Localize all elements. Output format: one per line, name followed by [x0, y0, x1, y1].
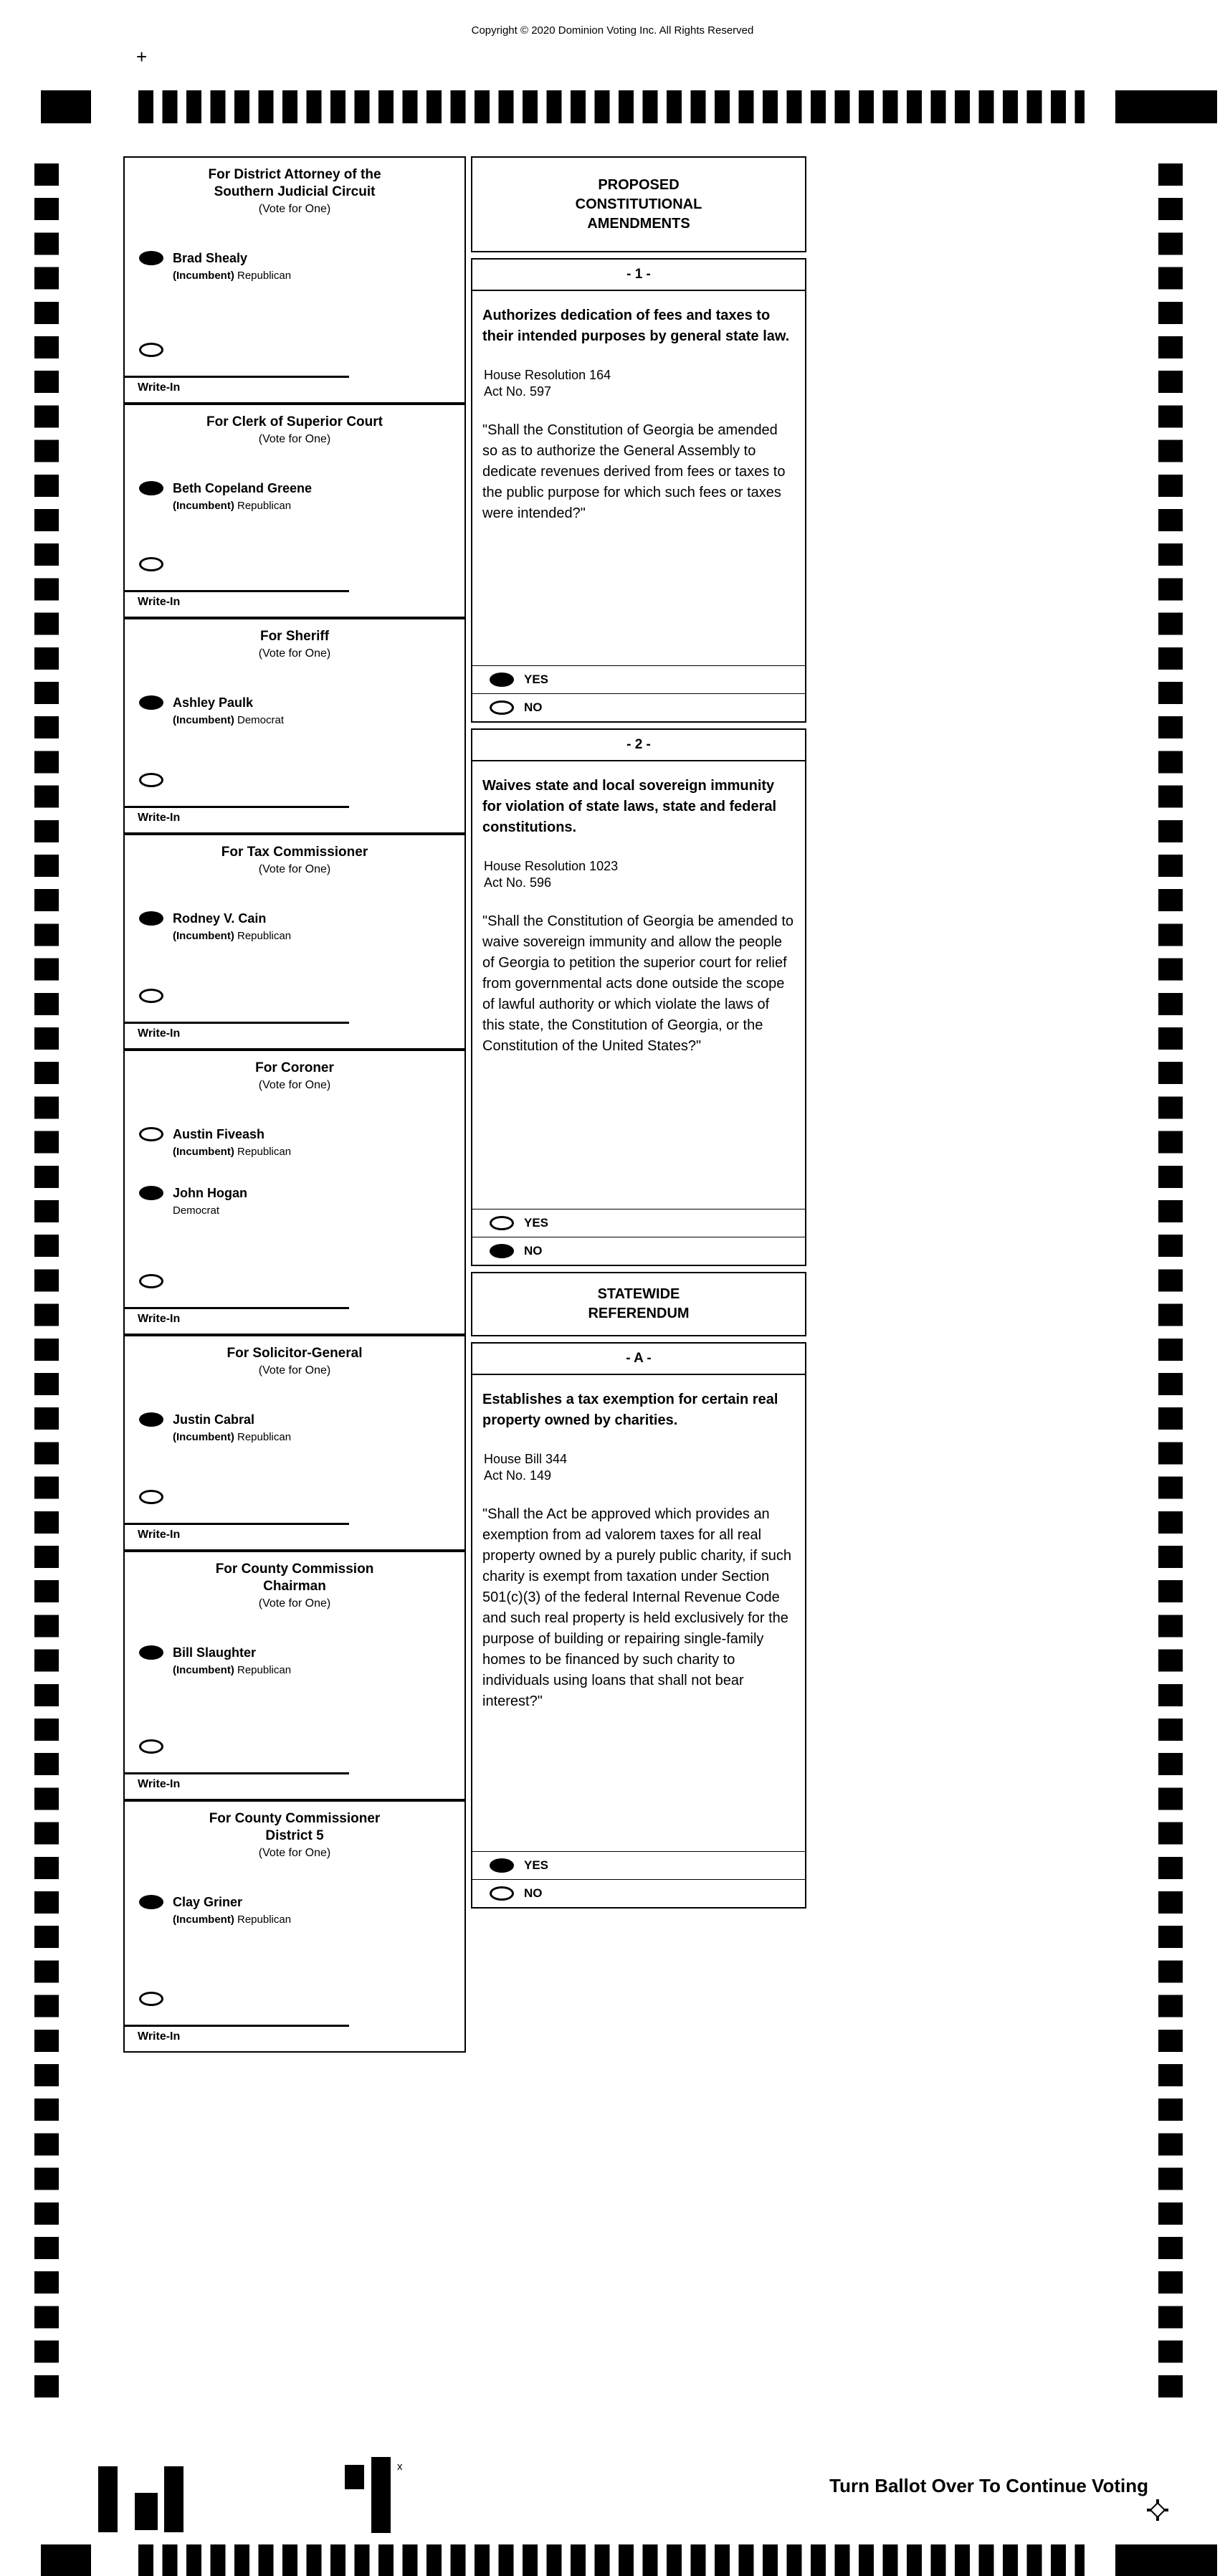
contest-tax-commissioner: [123, 834, 466, 1050]
measure-number: - 2 -: [472, 730, 805, 761]
measure-options: [472, 1851, 805, 1907]
candidate-oval[interactable]: [139, 481, 163, 495]
measure-ref-line: Act No. 149: [484, 1468, 552, 1483]
contest-title: [125, 1561, 464, 1595]
candidate-name: Beth Copeland Greene: [173, 481, 313, 495]
candidate-party: Republican: [237, 500, 292, 512]
yes-option: [472, 1209, 805, 1237]
contest-title: [125, 1810, 464, 1845]
contest-title-line: For County Commission: [215, 1562, 374, 1577]
measure-number: - 1 -: [472, 260, 805, 291]
measure-summary: Establishes a tax exemption for certain real property owned by charities.: [482, 1392, 778, 1428]
candidate-detail: [173, 713, 464, 727]
write-in-oval[interactable]: [139, 1274, 163, 1288]
candidate-detail: [173, 1145, 464, 1159]
candidate-oval[interactable]: [139, 251, 163, 265]
timing-block-icon: [1115, 2544, 1217, 2576]
vote-for-instruction: (Vote for One): [258, 203, 331, 215]
contest-clerk-superior-court: [123, 404, 466, 618]
candidate-row: [139, 1411, 464, 1428]
no-oval[interactable]: [490, 1244, 514, 1258]
write-in-oval[interactable]: [139, 1490, 163, 1504]
candidate-oval[interactable]: [139, 1412, 163, 1427]
write-in-line: [125, 1022, 349, 1024]
no-label: NO: [524, 1886, 543, 1900]
crosshair-diamond: [1150, 2502, 1166, 2519]
contest-sheriff: [123, 618, 466, 834]
timing-block-icon: [1115, 90, 1217, 123]
write-in-line: [125, 2025, 349, 2027]
measure-referendum-a: [471, 1342, 806, 1909]
write-in-oval[interactable]: [139, 989, 163, 1003]
vote-for-instruction: (Vote for One): [258, 1597, 331, 1610]
ballot-code-bar: [135, 2493, 158, 2530]
yes-label: YES: [524, 1216, 549, 1230]
candidate-row: [139, 1893, 464, 1911]
candidate-party: Republican: [237, 270, 292, 282]
candidate-party: Republican: [237, 1431, 292, 1443]
candidate-incumbent-label: (Incumbent): [173, 714, 234, 726]
no-option: [472, 693, 805, 721]
measure-ref-line: House Bill 344: [484, 1452, 568, 1466]
candidate-party: Democrat: [237, 714, 285, 726]
write-in-oval[interactable]: [139, 557, 163, 571]
amendments-header: [471, 156, 806, 252]
yes-label: YES: [524, 1858, 549, 1872]
candidate-option: [139, 694, 464, 727]
contest-district-attorney: [123, 156, 466, 404]
measure-ref-line: Act No. 597: [484, 384, 552, 399]
no-label: NO: [524, 700, 543, 714]
header-line: STATEWIDE: [597, 1286, 680, 1302]
contest-title: [125, 628, 464, 645]
write-in-line: [125, 1307, 349, 1309]
measure-question: "Shall the Act be approved which provides an exemption from ad valorem taxes for all real property owned by a purely public charity, if such charity is exempt from taxation under Section 501(c)(3) of the federal Internal Revenue Code and such real property is held exclusively for the purpose of building or repairing single-family homes to be financed by such charity to individuals using loans that shall not bear interest?": [482, 1506, 791, 1709]
measures-column: [471, 156, 806, 1914]
candidate-incumbent-label: (Incumbent): [173, 1664, 234, 1676]
candidate-name: Bill Slaughter: [173, 1645, 257, 1660]
no-label: NO: [524, 1244, 543, 1258]
measure-options: [472, 1209, 805, 1265]
timing-marks-bottom: [0, 2544, 1225, 2576]
yes-option: [472, 1851, 805, 1879]
yes-option: [472, 665, 805, 693]
contest-title: [125, 1345, 464, 1362]
yes-oval[interactable]: [490, 1216, 514, 1230]
write-in-oval[interactable]: [139, 1992, 163, 2006]
candidate-option: [139, 1126, 464, 1159]
measure-summary: Waives state and local sovereign immunity for violation of state laws, state and federal constitutions.: [482, 778, 777, 835]
candidate-name: Justin Cabral: [173, 1412, 255, 1427]
contest-solicitor-general: [123, 1335, 466, 1551]
contest-coroner: [123, 1050, 466, 1335]
timing-marks-right-edge: [1158, 163, 1183, 2406]
header-line: CONSTITUTIONAL: [575, 196, 702, 212]
contest-county-commission-chairman: [123, 1551, 466, 1800]
candidate-party: Republican: [237, 1914, 292, 1926]
write-in-oval[interactable]: [139, 343, 163, 357]
vote-for-instruction: (Vote for One): [258, 863, 331, 875]
candidate-incumbent-label: (Incumbent): [173, 1431, 234, 1443]
contest-title-line: For District Attorney of the: [208, 167, 381, 182]
candidate-oval[interactable]: [139, 1186, 163, 1200]
contest-title-line: For Solicitor-General: [227, 1346, 363, 1361]
timing-bars-icon: [138, 90, 1085, 123]
contest-title-line: Chairman: [263, 1579, 326, 1594]
header-line: PROPOSED: [598, 176, 680, 193]
vote-for-instruction: (Vote for One): [258, 1847, 331, 1859]
candidate-party: Democrat: [173, 1204, 220, 1217]
contest-title-line: For Clerk of Superior Court: [206, 414, 383, 429]
candidate-incumbent-label: (Incumbent): [173, 930, 234, 942]
contest-column: [123, 156, 466, 2053]
candidate-detail: [173, 1204, 464, 1217]
tiny-print-mark: x: [397, 2461, 403, 2473]
candidate-row: [139, 480, 464, 497]
candidate-party: Republican: [237, 930, 292, 942]
candidate-name: Austin Fiveash: [173, 1127, 265, 1141]
yes-oval[interactable]: [490, 672, 514, 687]
candidate-oval[interactable]: [139, 695, 163, 710]
contest-title: [125, 1060, 464, 1077]
candidate-option: [139, 910, 464, 943]
measure-options: [472, 665, 805, 721]
candidate-option: [139, 1411, 464, 1444]
copyright-notice: Copyright © 2020 Dominion Voting Inc. All Rights Reserved: [471, 24, 754, 37]
header-line: AMENDMENTS: [587, 215, 690, 232]
candidate-oval[interactable]: [139, 1895, 163, 1909]
contest-title-line: District 5: [265, 1828, 324, 1843]
write-in-line: [125, 376, 349, 378]
candidate-oval[interactable]: [139, 911, 163, 926]
contest-title-line: For Coroner: [255, 1060, 334, 1075]
candidate-option: [139, 1184, 464, 1217]
contest-title-line: For County Commissioner: [209, 1811, 381, 1826]
write-in-line: [125, 1523, 349, 1525]
write-in-label: Write-In: [138, 1778, 181, 1790]
measure-summary: Authorizes dedication of fees and taxes to their intended purposes by general state law.: [482, 308, 790, 344]
timing-square-icon: [41, 2544, 91, 2576]
write-in-line: [125, 590, 349, 592]
registration-crosshair-icon: [1147, 2499, 1168, 2521]
vote-for-instruction: (Vote for One): [258, 1364, 331, 1377]
write-in-label: Write-In: [138, 1027, 181, 1040]
candidate-row: [139, 1184, 464, 1202]
ballot-code-bar: [98, 2466, 118, 2532]
turn-ballot-over-notice: Turn Ballot Over To Continue Voting: [829, 2475, 1148, 2496]
candidate-party: Republican: [237, 1146, 292, 1158]
timing-square-icon: [41, 90, 91, 123]
header-line: REFERENDUM: [588, 1306, 690, 1321]
no-oval[interactable]: [490, 700, 514, 715]
candidate-party: Republican: [237, 1664, 292, 1676]
ballot-code-bar: [164, 2466, 183, 2532]
measure-references: [484, 367, 805, 400]
write-in-label: Write-In: [138, 381, 181, 394]
measure-number: - A -: [472, 1344, 805, 1375]
measure-ref-line: House Resolution 1023: [484, 859, 619, 873]
write-in-oval[interactable]: [139, 773, 163, 787]
no-option: [472, 1237, 805, 1265]
candidate-row: [139, 249, 464, 267]
timing-bars-icon: [138, 2544, 1085, 2576]
candidate-option: [139, 1644, 464, 1677]
contest-title: [125, 844, 464, 861]
write-in-line: [125, 1772, 349, 1774]
yes-oval[interactable]: [490, 1858, 514, 1873]
measure-ref-line: House Resolution 164: [484, 368, 611, 382]
write-in-label: Write-In: [138, 812, 181, 824]
candidate-incumbent-label: (Incumbent): [173, 1914, 234, 1926]
vote-for-instruction: (Vote for One): [258, 647, 331, 660]
write-in-line: [125, 806, 349, 808]
candidate-name: Ashley Paulk: [173, 695, 254, 710]
candidate-incumbent-label: (Incumbent): [173, 1146, 234, 1158]
measure-amendment-2: [471, 728, 806, 1266]
contest-title-line: For Sheriff: [259, 629, 330, 644]
measure-question: "Shall the Constitution of Georgia be amended to waive sovereign immunity and allow the people of Georgia to petition the superior court for relief from governmental acts done outside the scope of lawful authority or which violate the laws of this state, the Constitution of Georgia, or the Constitution of the United States?": [482, 913, 794, 1054]
vote-for-instruction: (Vote for One): [258, 1079, 331, 1091]
candidate-detail: [173, 1430, 464, 1444]
candidate-detail: [173, 929, 464, 943]
measure-references: [484, 858, 805, 891]
candidate-name: Clay Griner: [173, 1895, 243, 1909]
candidate-option: [139, 249, 464, 282]
no-oval[interactable]: [490, 1886, 514, 1901]
ballot-code-bar: [345, 2465, 364, 2489]
write-in-label: Write-In: [138, 1529, 181, 1541]
contest-county-commissioner-district-5: [123, 1800, 466, 2053]
candidate-detail: [173, 1663, 464, 1677]
contest-title-line: For Tax Commissioner: [221, 845, 368, 860]
candidate-incumbent-label: (Incumbent): [173, 500, 234, 512]
timing-marks-top: [0, 90, 1225, 123]
candidate-option: [139, 1893, 464, 1926]
yes-label: YES: [524, 672, 549, 686]
candidate-name: Brad Shealy: [173, 251, 248, 265]
referendum-header: [471, 1272, 806, 1336]
measure-ref-line: Act No. 596: [484, 875, 552, 890]
candidate-row: [139, 1644, 464, 1661]
write-in-label: Write-In: [138, 1313, 181, 1325]
candidate-detail: [173, 269, 464, 282]
measure-amendment-1: [471, 258, 806, 723]
write-in-label: Write-In: [138, 2030, 181, 2043]
registration-plus-mark: +: [136, 46, 148, 67]
measure-references: [484, 1451, 805, 1484]
no-option: [472, 1879, 805, 1907]
vote-for-instruction: (Vote for One): [258, 433, 331, 445]
contest-title: [125, 166, 464, 201]
candidate-option: [139, 480, 464, 513]
candidate-row: [139, 910, 464, 927]
write-in-label: Write-In: [138, 596, 181, 608]
write-in-oval[interactable]: [139, 1739, 163, 1754]
candidate-row: [139, 1126, 464, 1143]
candidate-oval[interactable]: [139, 1645, 163, 1660]
timing-marks-left-edge: [34, 163, 59, 2406]
candidate-name: Rodney V. Cain: [173, 911, 267, 926]
candidate-row: [139, 694, 464, 711]
candidate-name: John Hogan: [173, 1186, 247, 1200]
measure-question: "Shall the Constitution of Georgia be amended so as to authorize the General Assembly to dedicate revenues derived from fees or taxes to the public purpose for which such fees or taxes were intended?": [482, 422, 786, 521]
contest-title: [125, 414, 464, 431]
candidate-detail: [173, 499, 464, 513]
candidate-detail: [173, 1913, 464, 1926]
candidate-incumbent-label: (Incumbent): [173, 270, 234, 282]
ballot-code-bar: [371, 2457, 391, 2533]
contest-title-line: Southern Judicial Circuit: [214, 184, 376, 199]
candidate-oval[interactable]: [139, 1127, 163, 1141]
